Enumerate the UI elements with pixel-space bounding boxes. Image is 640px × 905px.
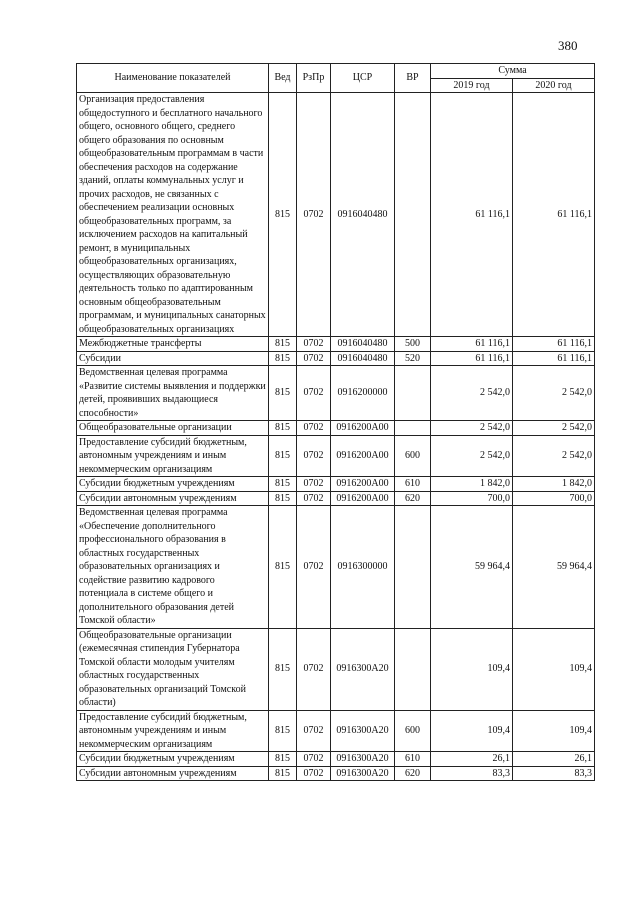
- cell-rzpr: 0702: [297, 766, 331, 781]
- cell-name: Субсидии бюджетным учреждениям: [77, 477, 269, 492]
- header-csr: ЦСР: [331, 64, 395, 93]
- cell-ved: 815: [269, 491, 297, 506]
- cell-y2020: 61 116,1: [513, 93, 595, 337]
- cell-name: Общеобразовательные организации: [77, 421, 269, 436]
- cell-y2020: 2 542,0: [513, 435, 595, 477]
- cell-vr: [395, 93, 431, 337]
- cell-y2020: 2 542,0: [513, 421, 595, 436]
- cell-csr: 0916300А20: [331, 766, 395, 781]
- page-number: 380: [558, 38, 578, 53]
- cell-y2020: 61 116,1: [513, 337, 595, 352]
- cell-ved: 815: [269, 435, 297, 477]
- cell-vr: [395, 421, 431, 436]
- cell-y2019: 2 542,0: [431, 435, 513, 477]
- table-header: [77, 64, 595, 93]
- cell-csr: 0916040480: [331, 351, 395, 366]
- cell-csr: 0916300А20: [331, 628, 395, 710]
- table-row: [77, 710, 595, 752]
- cell-y2019: 700,0: [431, 491, 513, 506]
- table-row: [77, 351, 595, 366]
- cell-y2020: 109,4: [513, 710, 595, 752]
- cell-csr: 0916300А20: [331, 710, 395, 752]
- budget-table: [76, 63, 595, 781]
- cell-name: Субсидии автономным учреждениям: [77, 491, 269, 506]
- cell-csr: 0916200А00: [331, 435, 395, 477]
- cell-csr: 0916200А00: [331, 477, 395, 492]
- table-row: [77, 752, 595, 767]
- cell-csr: 0916200000: [331, 366, 395, 421]
- cell-vr: 620: [395, 491, 431, 506]
- cell-ved: 815: [269, 351, 297, 366]
- cell-rzpr: 0702: [297, 421, 331, 436]
- cell-y2020: 59 964,4: [513, 506, 595, 629]
- cell-y2020: 700,0: [513, 491, 595, 506]
- cell-y2019: 61 116,1: [431, 93, 513, 337]
- cell-y2019: 109,4: [431, 710, 513, 752]
- cell-ved: 815: [269, 337, 297, 352]
- cell-ved: 815: [269, 477, 297, 492]
- cell-y2019: 59 964,4: [431, 506, 513, 629]
- cell-csr: 0916300000: [331, 506, 395, 629]
- header-name: Наименование показателей: [77, 64, 269, 93]
- cell-y2020: 109,4: [513, 628, 595, 710]
- cell-csr: 0916300А20: [331, 752, 395, 767]
- cell-y2019: 2 542,0: [431, 366, 513, 421]
- cell-rzpr: 0702: [297, 435, 331, 477]
- cell-name: Общеобразовательные организации (ежемесячная стипендия Губернатора Томской области молодым учителям областных государственных образовательных организаций Томской области): [77, 628, 269, 710]
- cell-name: Предоставление субсидий бюджетным, автономным учреждениям и иным некоммерческим организациям: [77, 710, 269, 752]
- cell-vr: 600: [395, 710, 431, 752]
- header-ved: Вед: [269, 64, 297, 93]
- cell-y2019: 26,1: [431, 752, 513, 767]
- cell-vr: 620: [395, 766, 431, 781]
- cell-name: Ведомственная целевая программа «Обеспечение дополнительного профессионального образования в областных государственных образовательных организациях и содействие развитию кадрового потенциала в системе общего и дополнительного образования детей Томской области»: [77, 506, 269, 629]
- cell-name: Субсидии: [77, 351, 269, 366]
- cell-ved: 815: [269, 421, 297, 436]
- table-row: [77, 628, 595, 710]
- cell-vr: [395, 366, 431, 421]
- cell-vr: 610: [395, 477, 431, 492]
- header-rzpr: РзПр: [297, 64, 331, 93]
- table-row: [77, 337, 595, 352]
- cell-name: Организация предоставления общедоступного и бесплатного начального общего, основного общего, среднего общего образования по основным общеобразовательным программам в части обеспечения расходов на содержание зданий, оплаты коммунальных услуг и прочих расходов, не связанных с обеспечением реализации основных общеобразовательных программ, за исключением расходов на капитальный ремонт, в муниципальных общеобразовательных организациях, осуществляющих образовательную деятельность только по адаптированным основным общеобразовательным программам, и муниципальных санаторных общеобразовательных организациях: [77, 93, 269, 337]
- cell-name: Предоставление субсидий бюджетным, автономным учреждениям и иным некоммерческим организациям: [77, 435, 269, 477]
- cell-y2019: 109,4: [431, 628, 513, 710]
- cell-y2019: 83,3: [431, 766, 513, 781]
- cell-vr: 500: [395, 337, 431, 352]
- cell-name: Субсидии бюджетным учреждениям: [77, 752, 269, 767]
- cell-y2019: 61 116,1: [431, 337, 513, 352]
- table-row: [77, 435, 595, 477]
- cell-vr: [395, 506, 431, 629]
- cell-name: Ведомственная целевая программа «Развитие системы выявления и поддержки детей, проявивших выдающиеся способности»: [77, 366, 269, 421]
- cell-y2019: 61 116,1: [431, 351, 513, 366]
- cell-rzpr: 0702: [297, 337, 331, 352]
- cell-rzpr: 0702: [297, 491, 331, 506]
- table-row: [77, 766, 595, 781]
- cell-y2020: 2 542,0: [513, 366, 595, 421]
- cell-vr: 520: [395, 351, 431, 366]
- cell-vr: [395, 628, 431, 710]
- cell-csr: 0916200А00: [331, 491, 395, 506]
- cell-vr: 610: [395, 752, 431, 767]
- table-row: [77, 421, 595, 436]
- cell-csr: 0916040480: [331, 93, 395, 337]
- cell-y2020: 1 842,0: [513, 477, 595, 492]
- cell-ved: 815: [269, 766, 297, 781]
- header-year-2020: 2020 год: [513, 78, 595, 93]
- cell-y2020: 26,1: [513, 752, 595, 767]
- cell-rzpr: 0702: [297, 752, 331, 767]
- cell-csr: 0916040480: [331, 337, 395, 352]
- header-year-2019: 2019 год: [431, 78, 513, 93]
- cell-ved: 815: [269, 710, 297, 752]
- cell-ved: 815: [269, 506, 297, 629]
- cell-rzpr: 0702: [297, 506, 331, 629]
- cell-name: Субсидии автономным учреждениям: [77, 766, 269, 781]
- cell-csr: 0916200А00: [331, 421, 395, 436]
- table-row: [77, 477, 595, 492]
- table-body: [77, 93, 595, 781]
- cell-rzpr: 0702: [297, 628, 331, 710]
- cell-rzpr: 0702: [297, 351, 331, 366]
- cell-y2019: 1 842,0: [431, 477, 513, 492]
- cell-y2020: 61 116,1: [513, 351, 595, 366]
- cell-y2020: 83,3: [513, 766, 595, 781]
- cell-rzpr: 0702: [297, 710, 331, 752]
- cell-vr: 600: [395, 435, 431, 477]
- cell-rzpr: 0702: [297, 477, 331, 492]
- cell-ved: 815: [269, 93, 297, 337]
- header-vr: ВР: [395, 64, 431, 93]
- cell-ved: 815: [269, 366, 297, 421]
- table-row: [77, 506, 595, 629]
- table-row: [77, 366, 595, 421]
- cell-ved: 815: [269, 752, 297, 767]
- cell-y2019: 2 542,0: [431, 421, 513, 436]
- header-sum: Сумма: [431, 64, 595, 79]
- table-row: [77, 93, 595, 337]
- table-row: [77, 491, 595, 506]
- cell-name: Межбюджетные трансферты: [77, 337, 269, 352]
- cell-ved: 815: [269, 628, 297, 710]
- cell-rzpr: 0702: [297, 366, 331, 421]
- cell-rzpr: 0702: [297, 93, 331, 337]
